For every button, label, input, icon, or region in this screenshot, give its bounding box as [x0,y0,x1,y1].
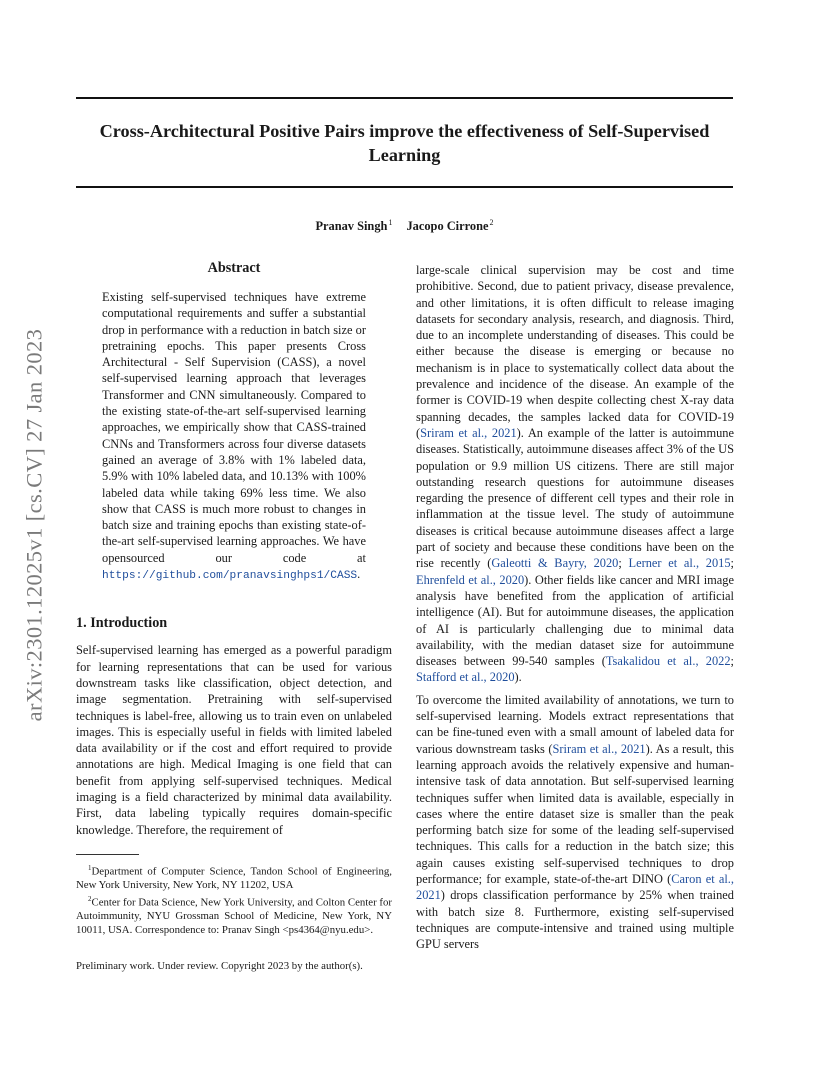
right-column [416,262,734,952]
text-run: ; [730,556,734,571]
paper-title: Cross-Architectural Positive Pairs improve the effectiveness of Self-Supervised Learning [99,121,710,165]
text-run: To overcome the limited availability of annotations, we turn to self-supervised learning. Models extract representations that can be fine-tuned even with a small amount of labeled data for various downstream tasks ( [416,692,734,756]
citation-link[interactable]: Sriram et al., 2021 [420,425,517,440]
author-name: Jacopo Cirrone [406,219,489,234]
introduction-paragraph: Self-supervised learning has emerged as a powerful paradigm for learning representations that can be used for various downstream tasks like classification, object detection, and image segmentation. Pretraining with self-supervised techniques is label-free, allowing us to train even on unlabeled images. This is especially useful in fields with limited labeled data availability or if the cost and effort required to provide annotations are high. Medical Imaging is one field that can benefit from applying self-supervised techniques. Medical imaging is a field characterized by minimal data availability. First, data labeling typically requires domain-specific knowledge. Therefore, the requirement of [76,643,392,837]
citation-link[interactable]: Galeotti & Bayry, 2020 [491,556,619,571]
citation-link[interactable]: Lerner et al., 2015 [628,556,731,571]
title-bottom-rule [76,186,733,188]
abstract-body [102,289,366,584]
abstract-tail: . [357,567,361,582]
citation-link[interactable]: Caron et al., 2021 [416,871,734,903]
footnote-2-text: Center for Data Science, New York University, and Colton Center for Autoimmunity, NYU Grossman School of Medicine, New York, NY 10011, USA. Correspondence to: Pranav Singh <ps4364@nyu.edu>. [76,896,392,936]
citation-link[interactable]: Ehrenfeld et al., 2020 [416,572,525,587]
right-paragraph-1 [416,262,734,686]
preliminary-notice: Preliminary work. Under review. Copyright 2023 by the author(s). [76,960,363,972]
text-run: ; [618,556,629,571]
footnote-mark: 1 [88,864,92,872]
footnote-1-text: Department of Computer Science, Tandon School of Engineering, New York University, New York, NY 11202, USA [76,865,392,892]
footnote-rule [76,854,139,855]
left-column [76,259,392,838]
footnote-1 [76,862,392,893]
text-run: large-scale clinical supervision may be cost and time prohibitive. Second, due to patient privacy, disease prevalence, and other limitations, it is often difficult to release imaging datasets for secondary analysis, research, and diagnosis. Third, due to an incomplete understanding of diseases. This could be either because the disease is emerging or because no mechanism is in place to systematically collect data about the prevalence and incidence of the disease. An example of the former is COVID-19 when despite collecting chest X-ray data spanning decades, the samples lacked data for COVID-19 ( [416,263,734,440]
affiliation-mark: 1 [388,218,393,227]
citation-link[interactable]: Tsakalidou et al., 2022 [605,654,731,669]
title-top-rule [76,97,733,99]
text-run: ) drops classification performance by 25% when trained with batch size 8. Furthermore, existing self-supervised techniques are compute-intensive and trained using multiple GPU servers [416,888,734,952]
citation-link[interactable]: Sriram et al., 2021 [552,741,646,756]
right-paragraph-2 [416,692,734,953]
arxiv-identifier-stamp [14,290,54,760]
code-link[interactable]: https://github.com/pranavsinghps1/CASS [102,570,358,583]
abstract-heading: Abstract [207,260,261,276]
arxiv-identifier-text: arXiv:2301.12025v1 [cs.CV] 27 Jan 2023 [21,328,47,722]
author-line [76,215,733,234]
text-run: ). As a result, this learning approach avoids the relatively expensive and human-intensive task of data annotation. But self-supervised learning techniques suffer when limited data is available, especially in cases where the entire dataset size is smaller than the peak performing batch size for some of the leading self-supervised techniques. This calls for a reduction in the batch size; this again causes existing self-supervised techniques to drop performance; for example, state-of-the-art DINO ( [416,741,734,886]
footnote-mark: 2 [88,895,92,903]
text-run: ). Other fields like cancer and MRI image analysis have benefited from the application of artificial intelligence (AI). But for autoimmune diseases, the application of AI is particularly challenging due to minimal data availability, with the median dataset size for autoimmune diseases between 99-540 samples ( [416,572,734,669]
text-run: ). An example of the latter is autoimmune diseases. Statistically, autoimmune diseases affect 3% of the US population or 9.9 million US citizens. There are still major outstanding research questions for autoimmune diseases regarding the presence of different cell types and their role in inflammation at the tissue level. The study of autoimmune diseases is critical because autoimmune diseases affect a large part of society and because these conditions have been on the rise recently ( [416,425,734,571]
footnote-2 [76,893,392,938]
author-name: Pranav Singh [315,219,388,234]
footnotes [76,854,392,938]
citation-link[interactable]: Stafford et al., 2020 [416,670,515,685]
text-run: ; [730,654,734,669]
affiliation-mark: 2 [489,218,494,227]
section-heading-introduction: 1. Introduction [76,615,168,632]
abstract-text: Existing self-supervised techniques have extreme computational requirements and suffer a substantial drop in performance with a reduction in batch size or pretraining epochs. This paper presents Cross Architectural - Self Supervision (CASS), a novel self-supervised learning approach that leverages Transformer and CNN simultaneously. Compared to the existing state-of-the-art self-supervised learning approaches, we empirically show that CASS-trained CNNs and Transformers across four diverse datasets gained an average of 3.8% with 1% labeled data, 5.9% with 10% labeled data, and 10.13% with 100% labeled data while taking 69% less time. We also show that CASS is much more robust to changes in batch size and training epochs than existing state-of-the-art self-supervised learning approaches. We have opensourced our code at [102,290,366,565]
text-run: ). [514,670,522,685]
